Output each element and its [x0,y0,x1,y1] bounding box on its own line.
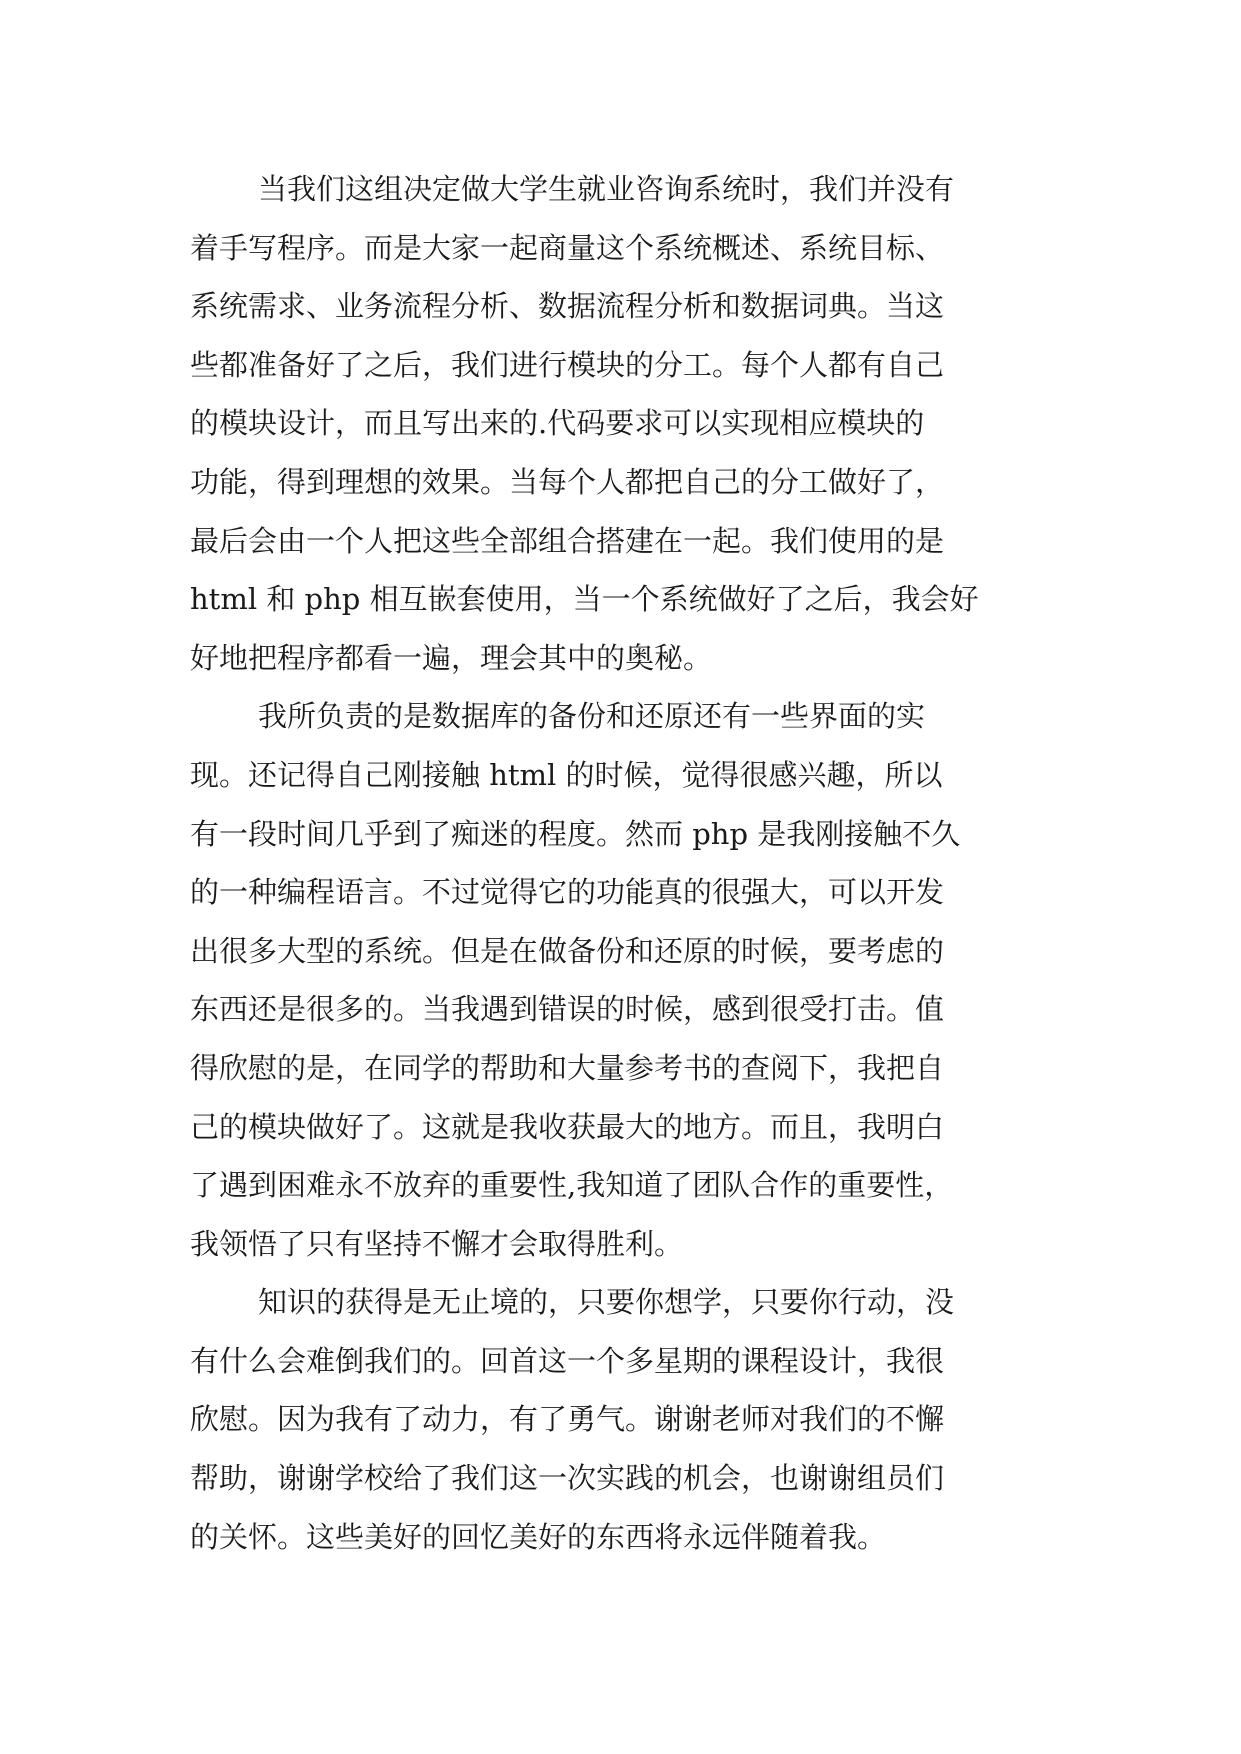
text-line: 我领悟了只有坚持不懈才会取得胜利。 [190,1226,684,1261]
text-line: 得欣慰的是，在同学的帮助和大量参考书的查阅下，我把自 [190,1050,945,1085]
text-line: 现。还记得自己刚接触 html 的时候，觉得很感兴趣，所以 [190,757,943,792]
paragraph-1 [190,160,1052,687]
text-line: 己的模块做好了。这就是我收获最大的地方。而且，我明白 [190,1109,945,1144]
text-line: html 和 php 相互嵌套使用，当一个系统做好了之后，我会好 [190,582,979,617]
text-line: 知识的获得是无止境的，只要你想学，只要你行动，没 [258,1285,955,1320]
text-line: 系统需求、业务流程分析、数据流程分析和数据词典。当这 [190,289,945,324]
text-line: 最后会由一个人把这些全部组合搭建在一起。我们使用的是 [190,523,945,558]
text-line: 了遇到困难永不放弃的重要性,我知道了团队合作的重要性， [190,1168,954,1203]
text-line: 的关怀。这些美好的回忆美好的东西将永远伴随着我。 [190,1519,887,1554]
paragraph-3 [190,1273,1052,1566]
text-line: 些都准备好了之后，我们进行模块的分工。每个人都有自己 [190,347,945,382]
text-line: 着手写程序。而是大家一起商量这个系统概述、系统目标、 [190,230,945,265]
text-line: 欣慰。因为我有了动力，有了勇气。谢谢老师对我们的不懈 [190,1402,945,1437]
text-line: 帮助，谢谢学校给了我们这一次实践的机会，也谢谢组员们 [190,1461,945,1496]
text-line: 有什么会难倒我们的。回首这一个多星期的课程设计，我很 [190,1343,945,1378]
text-line: 的一种编程语言。不过觉得它的功能真的很强大，可以开发 [190,875,945,910]
document-body [190,160,1052,1566]
text-line: 的模块设计，而且写出来的.代码要求可以实现相应模块的 [190,406,925,441]
text-line: 出很多大型的系统。但是在做备份和还原的时候，要考虑的 [190,933,945,968]
text-line: 东西还是很多的。当我遇到错误的时候，感到很受打击。值 [190,992,945,1027]
paragraph-2 [190,687,1052,1273]
text-line: 好地把程序都看一遍，理会其中的奥秘。 [190,640,713,675]
text-line: 有一段时间几乎到了痴迷的程度。然而 php 是我刚接触不久 [190,816,961,851]
text-line: 当我们这组决定做大学生就业咨询系统时，我们并没有 [258,172,955,206]
text-line: 我所负责的是数据库的备份和还原还有一些界面的实 [258,699,926,734]
text-line: 功能，得到理想的效果。当每个人都把自己的分工做好了， [190,464,945,499]
